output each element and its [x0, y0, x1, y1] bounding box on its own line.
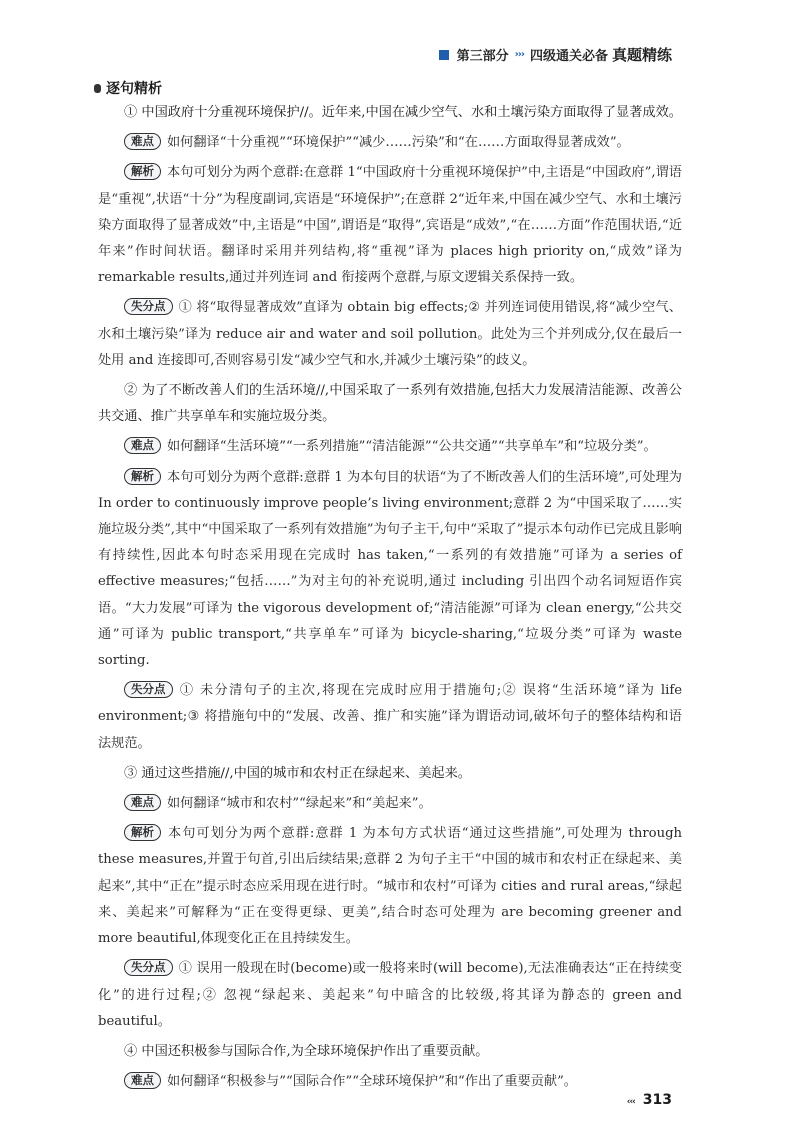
paragraph-text: ① 将“取得显著成效”直译为 obtain big effects;② 并列连词使用错误,将“减少空气、水和土壤污染”译为 reduce air and water and soil pollution。此处为三个并列成分,仅在最后一处用 and 连接即可,否则容易引发“减少空气和水,并减少土壤污染”的歧义。: [98, 300, 682, 368]
paragraph-text: ④ 中国还积极参与国际合作,为全球环境保护作出了重要贡献。: [124, 1043, 489, 1059]
paragraph-text: ① 未分清句子的主次,将现在完成时应用于措施句;② 误将“生活环境”译为 life environment;③ 将措施句中的“发展、改善、推广和实施”译为谓语动词,破坏句子的整体结构和语法规范。: [98, 683, 682, 751]
section-title: [94, 78, 162, 98]
content-body: [98, 100, 682, 1099]
analysis-note: [98, 130, 682, 156]
paragraph-text: ① 误用一般现在时(become)或一般将来时(will become),无法准确表达“正在持续变化”的进行过程;② 忽视“绿起来、美起来”句中暗含的比较级,将其译为静态的 green and beautiful。: [98, 961, 682, 1029]
analysis-note: [98, 678, 682, 757]
arrows-icon: ›››: [514, 49, 524, 60]
arrows-left-icon: ‹‹‹: [626, 1097, 635, 1107]
note-tag: 难点: [124, 133, 161, 150]
square-icon: [439, 50, 449, 60]
analysis-note: [98, 465, 682, 675]
source-sentence: [98, 761, 682, 787]
page-header: [439, 44, 672, 65]
note-tag: 失分点: [124, 298, 173, 315]
note-tag: 解析: [124, 468, 161, 485]
section-title-text: 逐句精析: [106, 81, 162, 97]
bullet-icon: [94, 84, 101, 93]
source-sentence: [98, 100, 682, 126]
note-tag: 解析: [124, 824, 161, 841]
paragraph-text: 如何翻译“积极参与”“国际合作”“全球环境保护”和“作出了重要贡献”。: [167, 1074, 577, 1090]
header-title-big: 真题精练: [611, 46, 672, 64]
note-tag: 解析: [124, 163, 161, 180]
page-number: 313: [642, 1092, 672, 1108]
analysis-note: [98, 295, 682, 374]
note-tag: 难点: [124, 794, 161, 811]
note-tag: 难点: [124, 1072, 161, 1089]
note-tag: 失分点: [124, 959, 173, 976]
analysis-note: [98, 434, 682, 460]
paragraph-text: 如何翻译“城市和农村”“绿起来”和“美起来”。: [167, 796, 432, 812]
analysis-note: [98, 160, 682, 291]
analysis-note: [98, 791, 682, 817]
source-sentence: [98, 1039, 682, 1065]
paragraph-text: 本句可划分为两个意群:意群 1 为本句方式状语“通过这些措施”,可处理为 through these measures,并置于句首,引出后续结果;意群 2 为句子主干“中国的城市和农村正在绿起来、美起来”,其中“正在”提示时态应采用现在进行时。“城市和农村”可译为 cities and rural areas,“绿起来、美起来”可解释为“正在变得更绿、更美”,结合时态可处理为 are becoming greener and more beautiful,体现变化正在且持续发生。: [98, 826, 682, 947]
paragraph-text: 本句可划分为两个意群:意群 1 为本句目的状语“为了不断改善人们的生活环境”,可处理为 In order to continuously improve people’s living environment;意群 2 为“中国采取了……实施垃圾分类”,其中“中国采取了一系列有效措施”为句子主干,句中“采取了”提示本句动作已完成且影响有持续性,因此本句时态采用现在完成时 has taken,“一系列的有效措施”可译为 a series of effective measures;“包括……”为对主句的补充说明,通过 including 引出四个动名词短语作宾语。“大力发展”可译为 the vigorous development of;“清洁能源”可译为 clean energy,“公共交通”可译为 public transport,“共享单车”可译为 bicycle-sharing,“垃圾分类”可译为 waste sorting.: [98, 469, 682, 669]
paragraph-text: ① 中国政府十分重视环境保护//。近年来,中国在减少空气、水和土壤污染方面取得了显著成效。: [124, 105, 682, 120]
note-tag: 难点: [124, 437, 161, 454]
paragraph-text: 本句可划分为两个意群:在意群 1“中国政府十分重视环境保护”中,主语是“中国政府”,谓语是“重视”,状语“十分”为程度副词,宾语是“环境保护”;在意群 2“近年来,中国在减少空气、水和土壤污染方面取得了显著成效”中,主语是“中国”,谓语是“取得”,宾语是“成效”,“在……方面”作范围状语,“近年来”作时间状语。翻译时采用并列结构,将“重视”译为 places high priority on,“成效”译为 remarkable results,通过并列连词 and 衔接两个意群,与原文逻辑关系保持一致。: [98, 165, 682, 286]
analysis-note: [98, 956, 682, 1035]
header-title: 四级通关必备: [529, 49, 608, 64]
analysis-note: [98, 821, 682, 952]
analysis-note: [98, 1069, 682, 1095]
header-part: 第三部分: [456, 49, 509, 64]
paragraph-text: ③ 通过这些措施//,中国的城市和农村正在绿起来、美起来。: [124, 765, 471, 781]
paragraph-text: ② 为了不断改善人们的生活环境//,中国采取了一系列有效措施,包括大力发展清洁能源、改善公共交通、推广共享单车和实施垃圾分类。: [98, 383, 682, 425]
note-tag: 失分点: [124, 681, 173, 698]
source-sentence: [98, 378, 682, 430]
paragraph-text: 如何翻译“十分重视”“环境保护”“减少……污染”和“在……方面取得显著成效”。: [167, 135, 630, 151]
paragraph-text: 如何翻译“生活环境”“一系列措施”“清洁能源”“公共交通”“共享单车”和“垃圾分类”。: [167, 439, 657, 455]
page-footer: [627, 1092, 672, 1108]
